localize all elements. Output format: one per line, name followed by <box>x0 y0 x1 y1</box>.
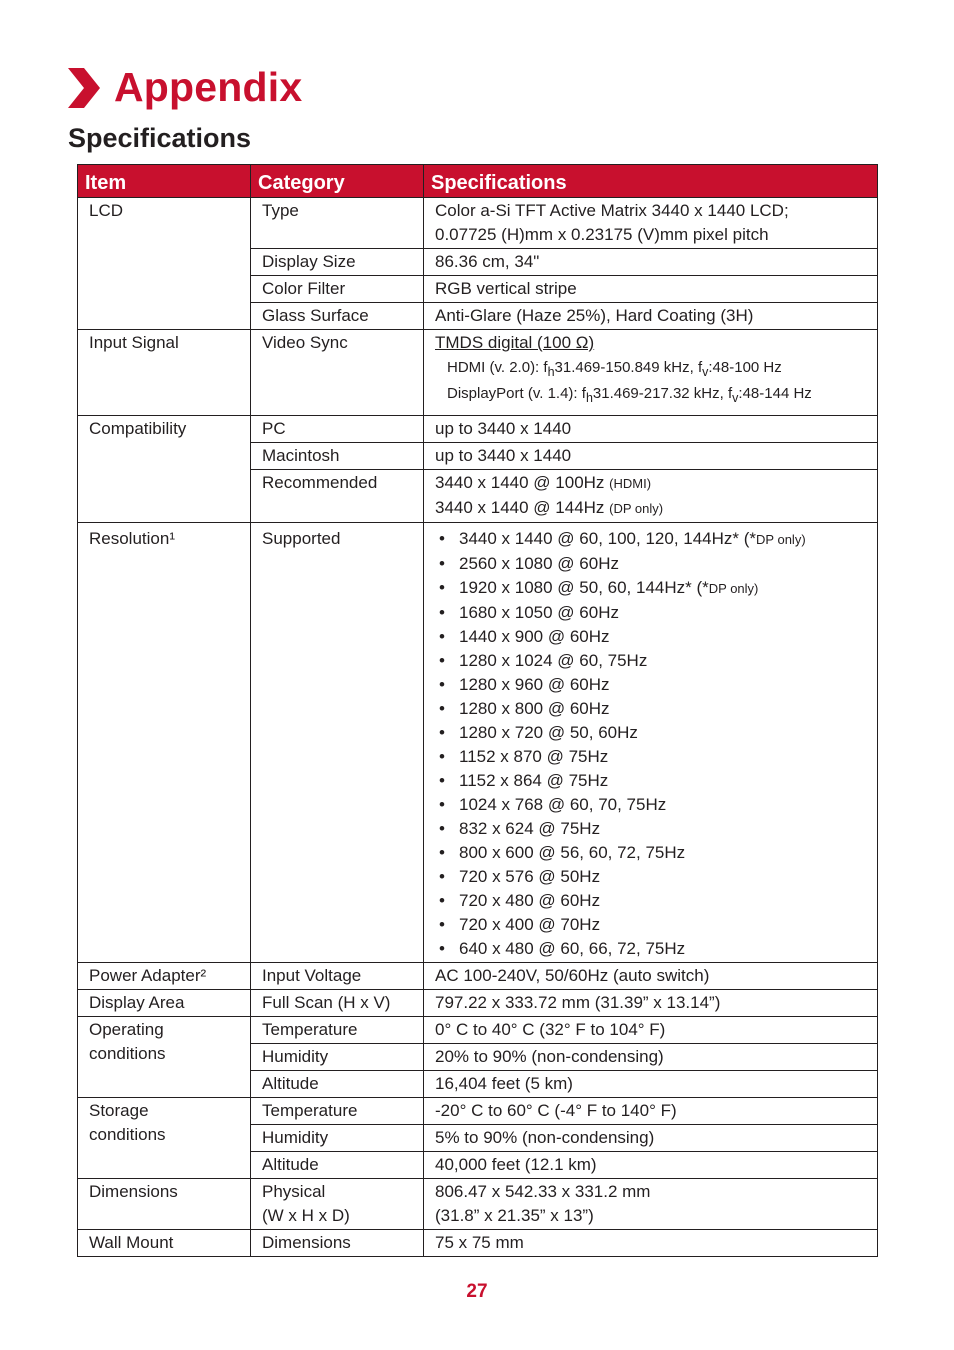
category-cell: Supported <box>251 523 424 963</box>
table-row <box>78 1017 878 1044</box>
list-item: • 1152 x 870 @ 75Hz <box>435 745 869 769</box>
spec-cell: up to 3440 x 1440 <box>424 443 878 470</box>
category-cell: Full Scan (H x V) <box>251 990 424 1017</box>
spec-cell: 797.22 x 333.72 mm (31.39” x 13.14”) <box>424 990 878 1017</box>
specifications-table <box>77 164 878 1257</box>
list-item: • 720 x 400 @ 70Hz <box>435 913 869 937</box>
text-part: :48-100 Hz <box>708 359 782 376</box>
spec-line: (31.8” x 21.35” x 13”) <box>435 1206 594 1225</box>
category-cell: Altitude <box>251 1071 424 1098</box>
spec-line <box>435 496 869 521</box>
note: (HDMI) <box>609 476 652 491</box>
section-title: Specifications <box>68 123 252 153</box>
subscript: h <box>585 391 593 405</box>
item-label: LCD <box>89 201 124 220</box>
table-row <box>78 416 878 443</box>
dp-sync-line <box>435 383 869 409</box>
page-header <box>66 64 302 111</box>
hdmi-sync-line <box>435 355 869 383</box>
item-cell: Power Adapter² <box>78 963 251 990</box>
list-item: • 1024 x 768 @ 60, 70, 75Hz <box>435 793 869 817</box>
table-row <box>78 963 878 990</box>
spec-line: Color a-Si TFT Active Matrix 3440 x 1440 LCD; <box>435 201 789 220</box>
spec-cell <box>424 1179 878 1230</box>
spec-line: 806.47 x 542.33 x 331.2 mm <box>435 1182 651 1201</box>
item-cell <box>78 1098 251 1179</box>
item-label: Compatibility <box>89 419 187 438</box>
table-row <box>78 523 878 963</box>
item-label: Storage <box>89 1101 149 1120</box>
spec-cell: AC 100-240V, 50/60Hz (auto switch) <box>424 963 878 990</box>
category-cell: Display Size <box>251 249 424 276</box>
resolution-list <box>435 527 869 961</box>
item-cell <box>78 416 251 523</box>
item-cell <box>78 198 251 330</box>
header-specifications: Specifications <box>424 165 878 198</box>
category-cell: Color Filter <box>251 276 424 303</box>
item-cell: Input Signal <box>78 330 251 416</box>
text-part: 3440 x 1440 @ 100Hz <box>435 473 610 492</box>
list-item: • 832 x 624 @ 75Hz <box>435 817 869 841</box>
list-item: • 1280 x 1024 @ 60, 75Hz <box>435 649 869 673</box>
category-cell <box>251 1179 424 1230</box>
text-part: :48-144 Hz <box>738 385 812 402</box>
subscript: v <box>702 365 709 379</box>
list-item: • 1280 x 960 @ 60Hz <box>435 673 869 697</box>
header-item: Item <box>78 165 251 198</box>
list-item: • 640 x 480 @ 60, 66, 72, 75Hz <box>435 937 869 961</box>
item-cell: Wall Mount <box>78 1230 251 1257</box>
spec-cell <box>424 470 878 523</box>
table-row <box>78 330 878 416</box>
spec-cell: 20% to 90% (non-condensing) <box>424 1044 878 1071</box>
text-part: 1920 x 1080 @ 50, 60, 144Hz* <box>459 578 697 597</box>
spec-cell: up to 3440 x 1440 <box>424 416 878 443</box>
list-item <box>435 576 869 601</box>
category-cell: Glass Surface <box>251 303 424 330</box>
spec-cell <box>424 198 878 249</box>
list-item: • 2560 x 1080 @ 60Hz <box>435 552 869 576</box>
category-cell: Recommended <box>251 470 424 523</box>
item-cell <box>78 1017 251 1098</box>
list-item: • 800 x 600 @ 56, 60, 72, 75Hz <box>435 841 869 865</box>
item-label: conditions <box>89 1044 166 1063</box>
spec-cell <box>424 523 878 963</box>
text-part: HDMI (v. 2.0): f <box>447 359 548 376</box>
category-cell <box>251 198 424 249</box>
category-cell: Temperature <box>251 1098 424 1125</box>
list-item: • 1280 x 800 @ 60Hz <box>435 697 869 721</box>
header-category: Category <box>251 165 424 198</box>
item-cell: Display Area <box>78 990 251 1017</box>
category-cell: Video Sync <box>251 330 424 416</box>
item-cell: Dimensions <box>78 1179 251 1230</box>
category-cell: Altitude <box>251 1152 424 1179</box>
subscript: h <box>547 365 555 379</box>
text-part: 3440 x 1440 @ 144Hz <box>435 498 610 517</box>
category-label: Physical <box>262 1182 326 1201</box>
category-cell: Humidity <box>251 1125 424 1152</box>
item-cell: Resolution¹ <box>78 523 251 963</box>
spec-cell: RGB vertical stripe <box>424 276 878 303</box>
table-row <box>78 990 878 1017</box>
spec-cell: 5% to 90% (non-condensing) <box>424 1125 878 1152</box>
text-part: DisplayPort (v. 1.4): f <box>447 385 586 402</box>
note <box>696 578 759 597</box>
spec-cell: 0° C to 40° C (32° F to 104° F) <box>424 1017 878 1044</box>
list-item: • 720 x 480 @ 60Hz <box>435 889 869 913</box>
table-row <box>78 1179 878 1230</box>
spec-line <box>435 471 869 496</box>
text-part: 31.469-150.849 kHz, f <box>554 359 703 376</box>
list-item: • 1280 x 720 @ 50, 60Hz <box>435 721 869 745</box>
note-part: (* <box>743 529 757 548</box>
page-title: Appendix <box>114 64 303 110</box>
list-item: • 1152 x 864 @ 75Hz <box>435 769 869 793</box>
category-cell: Input Voltage <box>251 963 424 990</box>
spec-cell: 40,000 feet (12.1 km) <box>424 1152 878 1179</box>
list-item <box>435 527 869 552</box>
text-part: 31.469-217.32 kHz, f <box>592 385 733 402</box>
table-row <box>78 1230 878 1257</box>
category-label: (W x H x D) <box>262 1206 350 1225</box>
page-number: 27 <box>466 1281 488 1302</box>
category-cell: Humidity <box>251 1044 424 1071</box>
spec-cell: Anti-Glare (Haze 25%), Hard Coating (3H) <box>424 303 878 330</box>
list-item: • 1440 x 900 @ 60Hz <box>435 625 869 649</box>
item-label: Operating <box>89 1020 164 1039</box>
table-header-row <box>78 165 878 198</box>
spec-cell <box>424 330 878 416</box>
table-row <box>78 1098 878 1125</box>
category-cell: Macintosh <box>251 443 424 470</box>
note-part: DP only) <box>708 581 759 596</box>
list-item: • 1680 x 1050 @ 60Hz <box>435 601 869 625</box>
category-cell: PC <box>251 416 424 443</box>
note <box>743 529 806 548</box>
category-label: Type <box>262 201 299 220</box>
category-cell: Temperature <box>251 1017 424 1044</box>
chevron-right-icon <box>66 66 102 110</box>
spec-cell: 16,404 feet (5 km) <box>424 1071 878 1098</box>
spec-line: TMDS digital (100 Ω) <box>435 333 595 352</box>
category-cell: Dimensions <box>251 1230 424 1257</box>
spec-cell: -20° C to 60° C (-4° F to 140° F) <box>424 1098 878 1125</box>
spec-cell: 86.36 cm, 34" <box>424 249 878 276</box>
note: (DP only) <box>609 501 664 516</box>
subscript: v <box>732 391 739 405</box>
item-label: conditions <box>89 1125 166 1144</box>
note-part: (* <box>696 578 709 597</box>
text-part: 3440 x 1440 @ 60, 100, 120, 144Hz* <box>459 529 744 548</box>
note-part: DP only) <box>756 532 806 547</box>
spec-line: 0.07725 (H)mm x 0.23175 (V)mm pixel pitch <box>435 225 769 244</box>
table-row <box>78 198 878 249</box>
spec-cell: 75 x 75 mm <box>424 1230 878 1257</box>
list-item: • 720 x 576 @ 50Hz <box>435 865 869 889</box>
